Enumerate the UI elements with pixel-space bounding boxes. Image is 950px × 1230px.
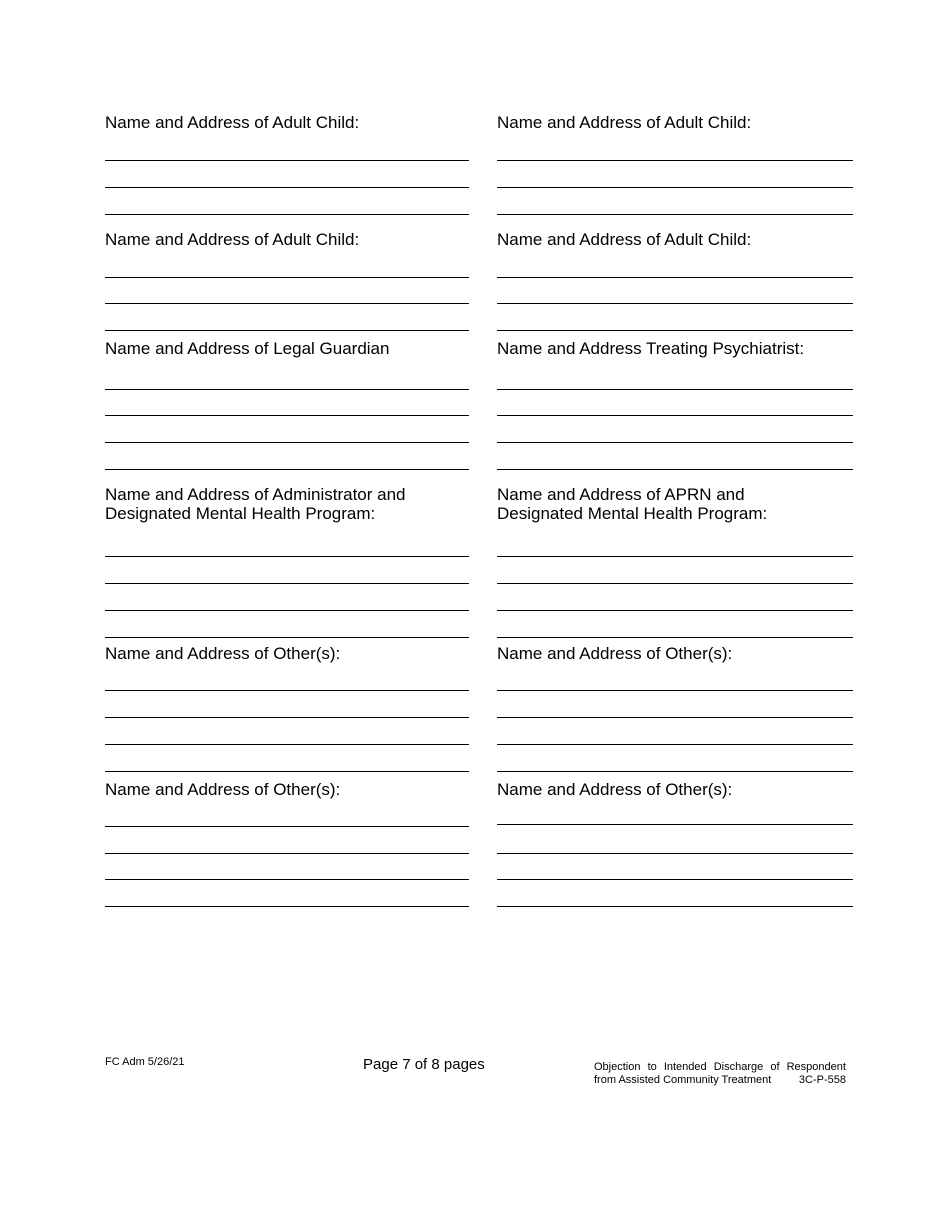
aprn-line-2[interactable] <box>497 583 853 584</box>
administrator-line-3[interactable] <box>105 610 469 611</box>
page-number: Page 7 of 8 pages <box>363 1056 485 1073</box>
treating-psychiatrist-label: Name and Address Treating Psychiatrist: <box>497 339 805 358</box>
form-title-line-2-text: from Assisted Community Treatment <box>594 1074 772 1086</box>
adult-child-3-line-1[interactable] <box>105 277 469 278</box>
administrator-line-4[interactable] <box>105 637 469 638</box>
others-3-label: Name and Address of Other(s): <box>105 780 341 799</box>
others-4-line-1[interactable] <box>497 824 853 825</box>
treating-psychiatrist-line-2[interactable] <box>497 415 853 416</box>
adult-child-2-line-2[interactable] <box>497 187 853 188</box>
others-3-line-3[interactable] <box>105 879 469 880</box>
others-4-label: Name and Address of Other(s): <box>497 780 733 799</box>
aprn-line-1[interactable] <box>497 556 853 557</box>
legal-guardian-label: Name and Address of Legal Guardian <box>105 339 390 358</box>
administrator-label: Name and Address of Administrator and Designated Mental Health Program: <box>105 485 406 523</box>
adult-child-4-line-1[interactable] <box>497 277 853 278</box>
adult-child-3-line-2[interactable] <box>105 303 469 304</box>
others-1-label: Name and Address of Other(s): <box>105 644 341 663</box>
form-number: 3C-P-558 <box>798 1074 846 1086</box>
form-title <box>594 1061 846 1087</box>
others-4-line-4[interactable] <box>497 906 853 907</box>
adult-child-4-line-3[interactable] <box>497 330 853 331</box>
administrator-line-2[interactable] <box>105 583 469 584</box>
form-title-word: Discharge <box>713 1061 764 1073</box>
others-1-line-1[interactable] <box>105 690 469 691</box>
form-revision-date: FC Adm 5/26/21 <box>105 1056 185 1068</box>
legal-guardian-line-1[interactable] <box>105 389 469 390</box>
others-1-line-4[interactable] <box>105 771 469 772</box>
form-title-word: Intended <box>663 1061 707 1073</box>
aprn-label: Name and Address of APRN and Designated Mental Health Program: <box>497 485 768 523</box>
form-title-line-1 <box>594 1061 846 1074</box>
adult-child-2-label: Name and Address of Adult Child: <box>497 113 752 132</box>
aprn-line-3[interactable] <box>497 610 853 611</box>
form-title-word: to <box>647 1061 657 1073</box>
treating-psychiatrist-line-4[interactable] <box>497 469 853 470</box>
aprn-line-4[interactable] <box>497 637 853 638</box>
legal-guardian-line-3[interactable] <box>105 442 469 443</box>
adult-child-3-label: Name and Address of Adult Child: <box>105 230 360 249</box>
adult-child-1-line-3[interactable] <box>105 214 469 215</box>
others-1-line-3[interactable] <box>105 744 469 745</box>
adult-child-1-line-2[interactable] <box>105 187 469 188</box>
form-title-word: Objection <box>594 1061 641 1073</box>
others-3-line-2[interactable] <box>105 853 469 854</box>
adult-child-3-line-3[interactable] <box>105 330 469 331</box>
others-2-line-1[interactable] <box>497 690 853 691</box>
others-2-label: Name and Address of Other(s): <box>497 644 733 663</box>
others-3-line-4[interactable] <box>105 906 469 907</box>
legal-guardian-line-2[interactable] <box>105 415 469 416</box>
adult-child-2-line-3[interactable] <box>497 214 853 215</box>
others-2-line-4[interactable] <box>497 771 853 772</box>
others-4-line-3[interactable] <box>497 879 853 880</box>
form-title-word: of <box>770 1061 780 1073</box>
administrator-line-1[interactable] <box>105 556 469 557</box>
adult-child-4-line-2[interactable] <box>497 303 853 304</box>
others-2-line-2[interactable] <box>497 717 853 718</box>
treating-psychiatrist-line-1[interactable] <box>497 389 853 390</box>
others-1-line-2[interactable] <box>105 717 469 718</box>
adult-child-1-line-1[interactable] <box>105 160 469 161</box>
others-4-line-2[interactable] <box>497 853 853 854</box>
adult-child-2-line-1[interactable] <box>497 160 853 161</box>
legal-guardian-line-4[interactable] <box>105 469 469 470</box>
others-2-line-3[interactable] <box>497 744 853 745</box>
form-title-line-2 <box>594 1074 846 1087</box>
adult-child-1-label: Name and Address of Adult Child: <box>105 113 360 132</box>
adult-child-4-label: Name and Address of Adult Child: <box>497 230 752 249</box>
others-3-line-1[interactable] <box>105 826 469 827</box>
form-title-word: Respondent <box>786 1061 846 1073</box>
treating-psychiatrist-line-3[interactable] <box>497 442 853 443</box>
